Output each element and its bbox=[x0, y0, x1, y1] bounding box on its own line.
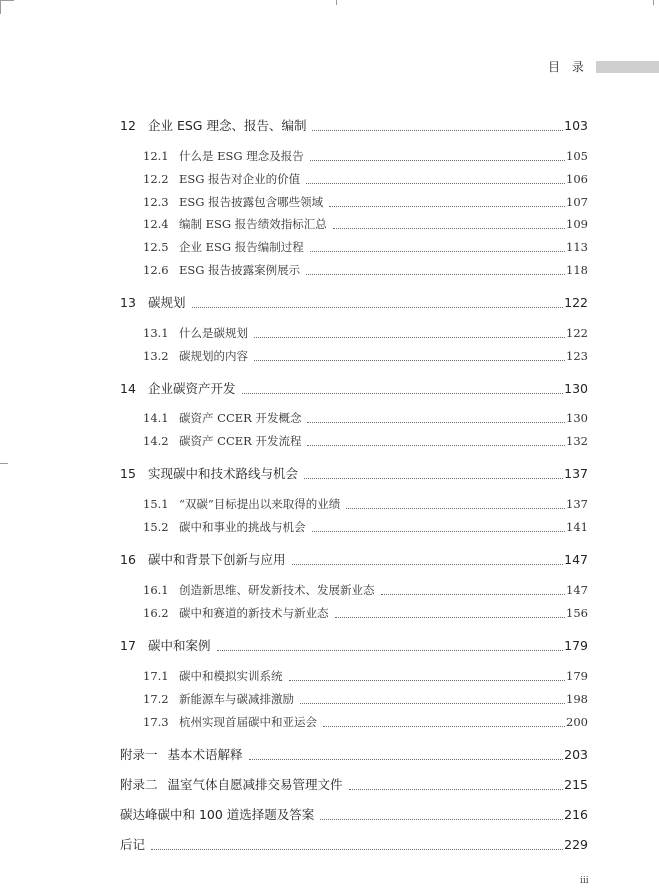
toc-section-entry[interactable] bbox=[143, 582, 588, 598]
toc-leader-dots bbox=[306, 183, 565, 184]
toc-section-entry[interactable] bbox=[143, 194, 588, 210]
toc-entry-title: 实现碳中和技术路线与机会 bbox=[148, 466, 299, 481]
toc-leader-dots bbox=[304, 478, 563, 479]
toc-leader-dots bbox=[323, 726, 565, 727]
toc-entry-title: 企业 ESG 理念、报告、编制 bbox=[148, 118, 307, 133]
toc-entry-number: 17.2 bbox=[143, 692, 169, 706]
toc-entry-number: 15.1 bbox=[143, 497, 169, 511]
toc-entry-page: 203 bbox=[564, 747, 588, 762]
toc-entry-page: 200 bbox=[566, 715, 588, 729]
toc-leader-dots bbox=[307, 445, 565, 446]
toc-entry-page: 130 bbox=[566, 411, 588, 425]
toc-entry-page: 118 bbox=[566, 263, 588, 277]
toc-entry-title: 编制 ESG 报告绩效指标汇总 bbox=[179, 217, 327, 231]
toc-section-entry[interactable] bbox=[143, 668, 588, 684]
toc-leader-dots bbox=[151, 849, 563, 850]
toc-entry-title: 碳达峰碳中和 100 道选择题及答案 bbox=[120, 807, 315, 822]
toc-entry-page: 198 bbox=[566, 692, 588, 706]
toc-entry-number: 附录一 bbox=[120, 747, 158, 762]
toc-section-entry[interactable] bbox=[143, 519, 588, 535]
toc-entry-title: ESG 报告披露案例展示 bbox=[179, 263, 301, 277]
toc-appendix-entry[interactable] bbox=[120, 777, 588, 793]
toc-entry-number: 12.3 bbox=[143, 195, 169, 209]
toc-chapter-entry[interactable] bbox=[120, 638, 588, 654]
toc-appendix-entry[interactable] bbox=[120, 837, 588, 853]
toc-entry-page: 123 bbox=[566, 349, 588, 363]
toc-entry-number: 14.1 bbox=[143, 411, 169, 425]
toc-leader-dots bbox=[381, 594, 566, 595]
toc-entry-page: 105 bbox=[566, 149, 588, 163]
toc-leader-dots bbox=[329, 206, 565, 207]
toc-section-entry[interactable] bbox=[143, 148, 588, 164]
toc-entry-page: 113 bbox=[566, 240, 588, 254]
toc-entry-title: 温室气体自愿减排交易管理文件 bbox=[167, 777, 343, 792]
toc-leader-dots bbox=[307, 422, 565, 423]
toc-entry-number: 12 bbox=[120, 118, 136, 133]
toc-entry-title: 创造新思维、研发新技术、发展新业态 bbox=[179, 583, 375, 597]
toc-entry-number: 13.1 bbox=[143, 326, 169, 340]
toc-entry-page: 107 bbox=[566, 195, 588, 209]
toc-entry-number: 15.2 bbox=[143, 520, 169, 534]
toc-leader-dots bbox=[312, 130, 563, 131]
toc-chapter-entry[interactable] bbox=[120, 466, 588, 482]
toc-leader-dots bbox=[346, 508, 565, 509]
toc-entry-title: 碳资产 CCER 开发概念 bbox=[179, 411, 302, 425]
toc-entry-page: 147 bbox=[564, 552, 588, 567]
toc-section-entry[interactable] bbox=[143, 216, 588, 232]
toc-section-entry[interactable] bbox=[143, 239, 588, 255]
toc-entry-number: 12.6 bbox=[143, 263, 169, 277]
toc-entry-page: 130 bbox=[564, 381, 588, 396]
toc-entry-number: 12.2 bbox=[143, 172, 169, 186]
toc-section-entry[interactable] bbox=[143, 410, 588, 426]
page-number: iii bbox=[580, 876, 589, 886]
running-header-title: 目 录 bbox=[548, 60, 588, 74]
toc-entry-title: 基本术语解释 bbox=[167, 747, 243, 762]
toc-entry-title: 企业 ESG 报告编制过程 bbox=[179, 240, 304, 254]
toc-entry-page: 132 bbox=[566, 434, 588, 448]
toc-entry-title: “双碳”目标提出以来取得的业绩 bbox=[179, 497, 341, 511]
toc-leader-dots bbox=[192, 307, 564, 308]
toc-section-entry[interactable] bbox=[143, 691, 588, 707]
toc-leader-dots bbox=[349, 789, 564, 790]
toc-entry-page: 147 bbox=[566, 583, 588, 597]
toc-leader-dots bbox=[306, 274, 565, 275]
toc-entry-title: 碳中和模拟实训系统 bbox=[179, 669, 283, 683]
toc-entry-page: 137 bbox=[566, 497, 588, 511]
toc-entry-number: 13.2 bbox=[143, 349, 169, 363]
toc-entry-title: 碳规划 bbox=[148, 295, 186, 310]
toc-section-entry[interactable] bbox=[143, 262, 588, 278]
toc-entry-title: 杭州实现首届碳中和亚运会 bbox=[179, 715, 317, 729]
toc-entry-title: 后记 bbox=[120, 837, 146, 852]
toc-leader-dots bbox=[249, 759, 564, 760]
toc-entry-title: 碳中和案例 bbox=[148, 638, 211, 653]
toc-appendix-entry[interactable] bbox=[120, 747, 588, 763]
toc-leader-dots bbox=[333, 228, 565, 229]
toc-entry-title: 企业碳资产开发 bbox=[148, 381, 236, 396]
toc-entry-page: 103 bbox=[564, 118, 588, 133]
toc-entry-page: 137 bbox=[564, 466, 588, 481]
toc-entry-number: 16 bbox=[120, 552, 136, 567]
toc-section-entry[interactable] bbox=[143, 433, 588, 449]
toc-entry-number: 附录二 bbox=[120, 777, 158, 792]
toc-entry-page: 215 bbox=[564, 777, 588, 792]
toc-leader-dots bbox=[254, 360, 565, 361]
toc-leader-dots bbox=[310, 251, 565, 252]
toc-entry-page: 109 bbox=[566, 217, 588, 231]
toc-leader-dots bbox=[312, 531, 566, 532]
toc-entry-number: 17.3 bbox=[143, 715, 169, 729]
toc-section-entry[interactable] bbox=[143, 605, 588, 621]
toc-entry-page: 216 bbox=[564, 807, 588, 822]
toc-entry-page: 122 bbox=[564, 295, 588, 310]
toc-entry-page: 179 bbox=[564, 638, 588, 653]
toc-entry-title: ESG 报告对企业的价值 bbox=[179, 172, 301, 186]
toc-entry-page: 141 bbox=[566, 520, 588, 534]
toc-entry-title: 碳中和事业的挑战与机会 bbox=[179, 520, 306, 534]
toc-entry-number: 16.1 bbox=[143, 583, 169, 597]
toc-entry-page: 106 bbox=[566, 172, 588, 186]
toc-entry-page: 122 bbox=[566, 326, 588, 340]
toc-leader-dots bbox=[292, 564, 564, 565]
toc-entry-page: 229 bbox=[564, 837, 588, 852]
toc-leader-dots bbox=[289, 680, 566, 681]
toc-leader-dots bbox=[254, 337, 565, 338]
toc-leader-dots bbox=[300, 703, 565, 704]
toc-entry-number: 12.4 bbox=[143, 217, 169, 231]
toc-chapter-entry[interactable] bbox=[120, 552, 588, 568]
toc-entry-title: 新能源车与碳减排激励 bbox=[179, 692, 294, 706]
toc-section-entry[interactable] bbox=[143, 714, 588, 730]
toc-section-entry[interactable] bbox=[143, 348, 588, 364]
toc-entry-page: 156 bbox=[566, 606, 588, 620]
toc-section-entry[interactable] bbox=[143, 171, 588, 187]
toc-leader-dots bbox=[217, 650, 564, 651]
toc-leader-dots bbox=[335, 617, 566, 618]
toc-entry-number: 17 bbox=[120, 638, 136, 653]
toc-entry-number: 14.2 bbox=[143, 434, 169, 448]
toc-entry-number: 16.2 bbox=[143, 606, 169, 620]
toc-leader-dots bbox=[320, 819, 563, 820]
toc-entry-number: 15 bbox=[120, 466, 136, 481]
toc-leader-dots bbox=[242, 393, 564, 394]
toc-entry-number: 13 bbox=[120, 295, 136, 310]
toc-entry-number: 12.1 bbox=[143, 149, 169, 163]
toc-entry-title: 什么是碳规划 bbox=[179, 326, 248, 340]
toc-entry-title: 碳中和赛道的新技术与新业态 bbox=[179, 606, 329, 620]
toc-entry-title: 什么是 ESG 理念及报告 bbox=[179, 149, 304, 163]
toc-section-entry[interactable] bbox=[143, 496, 588, 512]
toc-entry-title: 碳中和背景下创新与应用 bbox=[148, 552, 286, 567]
toc-entry-title: 碳资产 CCER 开发流程 bbox=[179, 434, 302, 448]
toc-entry-number: 14 bbox=[120, 381, 136, 396]
toc-entry-page: 179 bbox=[566, 669, 588, 683]
toc-chapter-entry[interactable] bbox=[120, 295, 588, 311]
toc-entry-title: 碳规划的内容 bbox=[179, 349, 248, 363]
toc-entry-number: 12.5 bbox=[143, 240, 169, 254]
toc-entry-number: 17.1 bbox=[143, 669, 169, 683]
toc-chapter-entry[interactable] bbox=[120, 118, 588, 134]
toc-leader-dots bbox=[310, 160, 565, 161]
toc-section-entry[interactable] bbox=[143, 325, 588, 341]
toc-chapter-entry[interactable] bbox=[120, 381, 588, 397]
toc-appendix-entry[interactable] bbox=[120, 807, 588, 823]
toc-entry-title: ESG 报告披露包含哪些领域 bbox=[179, 195, 324, 209]
